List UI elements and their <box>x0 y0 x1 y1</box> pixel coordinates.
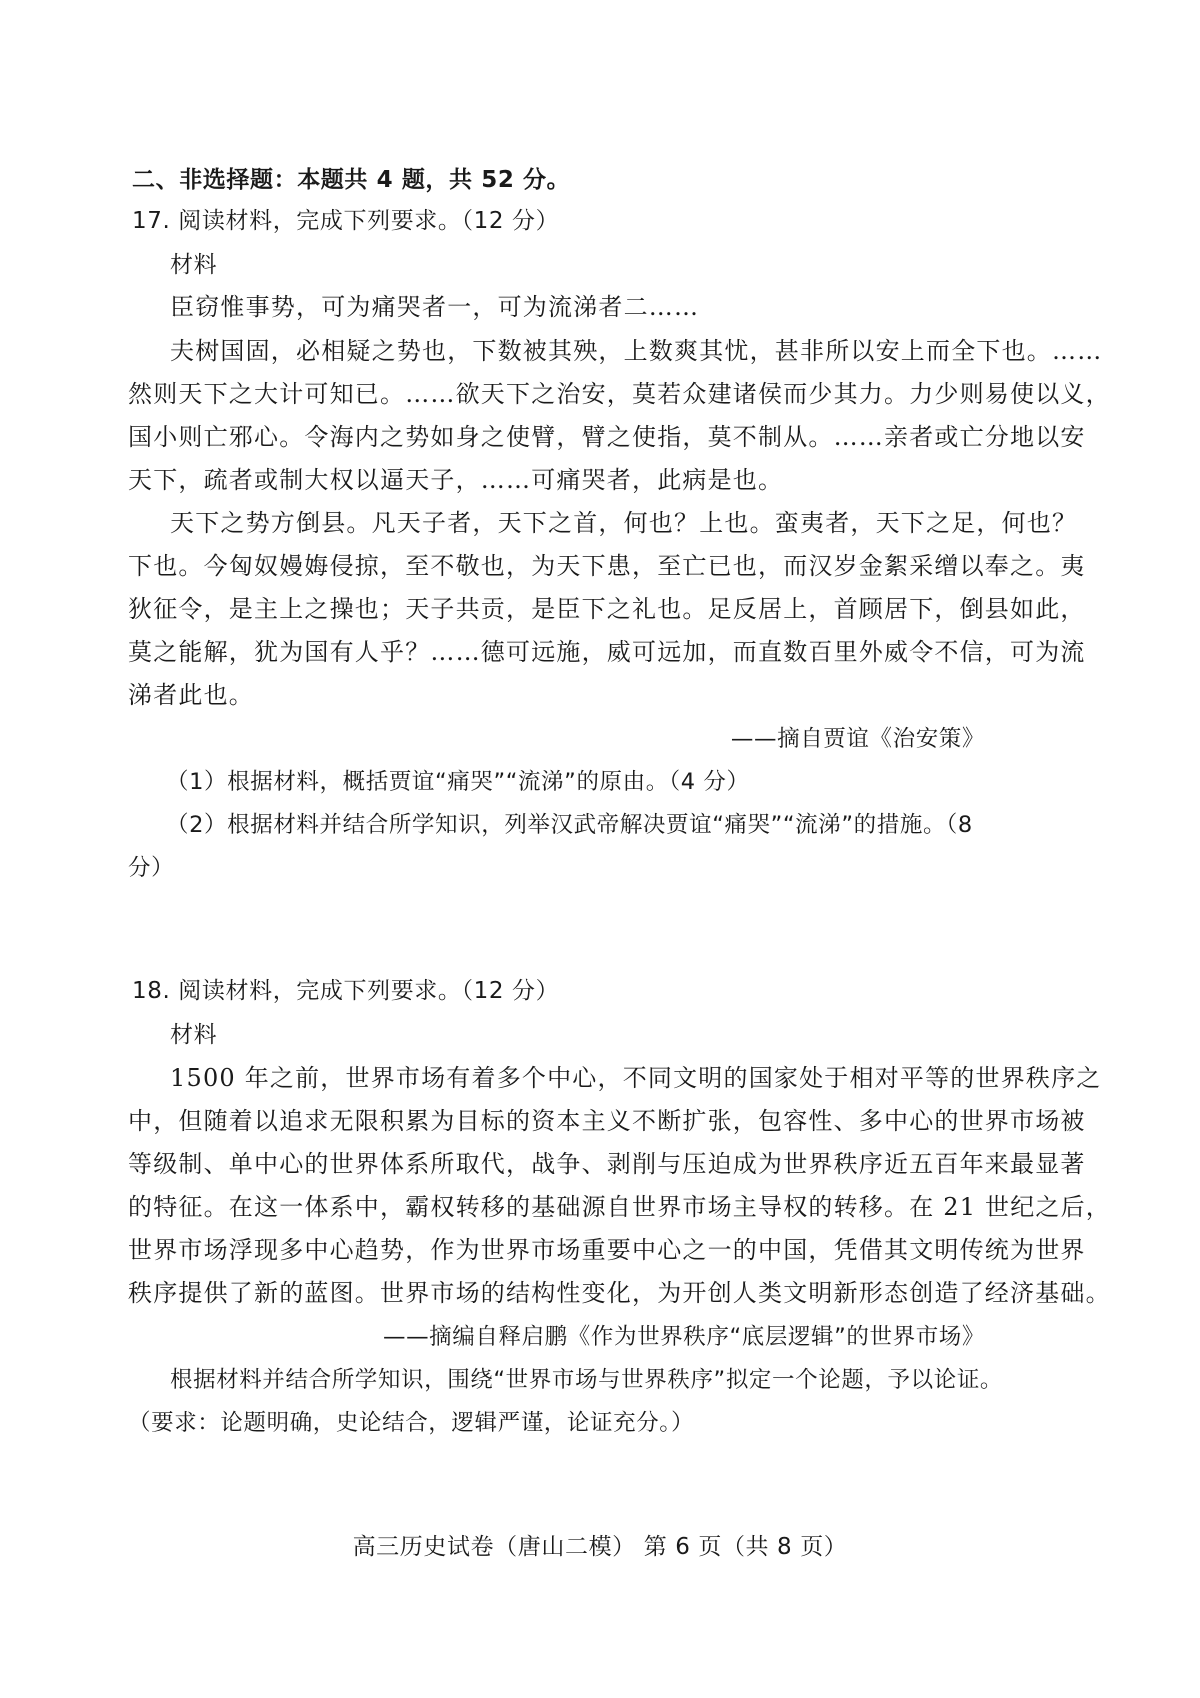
q17-sub-question-1: （1）根据材料，概括贾谊“痛哭”“流涕”的原由。（4 分） <box>166 769 750 795</box>
q18-paragraph-line: 等级制、单中心的世界体系所取代，战争、剥削与压迫成为世界秩序近五百年来最显著 <box>128 1150 1086 1178</box>
q18-paragraph-line: 中，但随着以追求无限积累为目标的资本主义不断扩张，包容性、多中心的世界市场被 <box>128 1107 1086 1135</box>
q18-paragraph-line: 的特征。在这一体系中，霸权转移的基础源自世界市场主导权的转移。在 21 世纪之后， <box>128 1193 1111 1221</box>
q17-material-label: 材料 <box>170 252 218 278</box>
q18-paragraph-line: 秩序提供了新的蓝图。世界市场的结构性变化，为开创人类文明新形态创造了经济基础。 <box>128 1279 1111 1307</box>
q17-sub-question-2-cont: 分） <box>128 855 175 881</box>
q17-paragraph-line: 下也。今匈奴嫚娒侵掠，至不敬也，为天下患，至亡已也，而汉岁金絮采缯以奉之。夷 <box>128 552 1086 580</box>
q17-paragraph-line: 然则天下之大计可知已。……欲天下之治安，莫若众建诸侯而少其力。力少则易使以义， <box>128 380 1111 408</box>
q18-task: 根据材料并结合所学知识，围绕“世界市场与世界秩序”拟定一个论题，予以论证。 <box>170 1367 1004 1393</box>
q17-paragraph-line: 天下之势方倒县。凡天子者，天下之首，何也？上也。蛮夷者，天下之足，何也？ <box>170 509 1078 537</box>
page-footer: 高三历史试卷（唐山二模） 第 6 页（共 8 页） <box>352 1534 848 1560</box>
q17-paragraph-line: 臣窃惟事势，可为痛哭者一，可为流涕者二…… <box>170 293 700 321</box>
section-heading: 二、非选择题：本题共 4 题，共 52 分。 <box>132 167 571 193</box>
q18-requirement: （要求：论题明确，史论结合，逻辑严谨，论证充分。） <box>128 1410 695 1436</box>
q17-paragraph-line: 狄征令，是主上之操也；天子共贡，是臣下之礼也。足反居上，首顾居下，倒县如此， <box>128 595 1086 623</box>
q17-paragraph-line: 夫树国固，必相疑之势也，下数被其殃，上数爽其忧，甚非所以安上而全下也。…… <box>170 337 1103 365</box>
q17-paragraph-line: 天下，疏者或制大权以逼天子，……可痛哭者，此病是也。 <box>128 466 784 494</box>
q17-paragraph-line: 国小则亡邪心。令海内之势如身之使臂，臂之使指，莫不制从。……亲者或亡分地以安 <box>128 423 1086 451</box>
q18-paragraph-line: 1500 年之前，世界市场有着多个中心，不同文明的国家处于相对平等的世界秩序之 <box>170 1064 1102 1092</box>
q17-sub-question-2: （2）根据材料并结合所学知识，列举汉武帝解决贾谊“痛哭”“流涕”的措施。（8 <box>166 812 973 838</box>
q17-title: 17. 阅读材料，完成下列要求。（12 分） <box>132 208 560 234</box>
q18-title: 18. 阅读材料，完成下列要求。（12 分） <box>132 978 560 1004</box>
q18-paragraph-line: 世界市场浮现多中心趋势，作为世界市场重要中心之一的中国，凭借其文明传统为世界 <box>128 1236 1086 1264</box>
q17-source: ——摘自贾谊《治安策》 <box>730 726 985 752</box>
q17-paragraph-line: 涕者此也。 <box>128 681 254 709</box>
q18-material-label: 材料 <box>170 1022 218 1048</box>
q17-paragraph-line: 莫之能解，犹为国有人乎？……德可远施，威可远加，而直数百里外威令不信，可为流 <box>128 638 1086 666</box>
q18-source: ——摘编自释启鹏《作为世界秩序“底层逻辑”的世界市场》 <box>382 1324 985 1350</box>
